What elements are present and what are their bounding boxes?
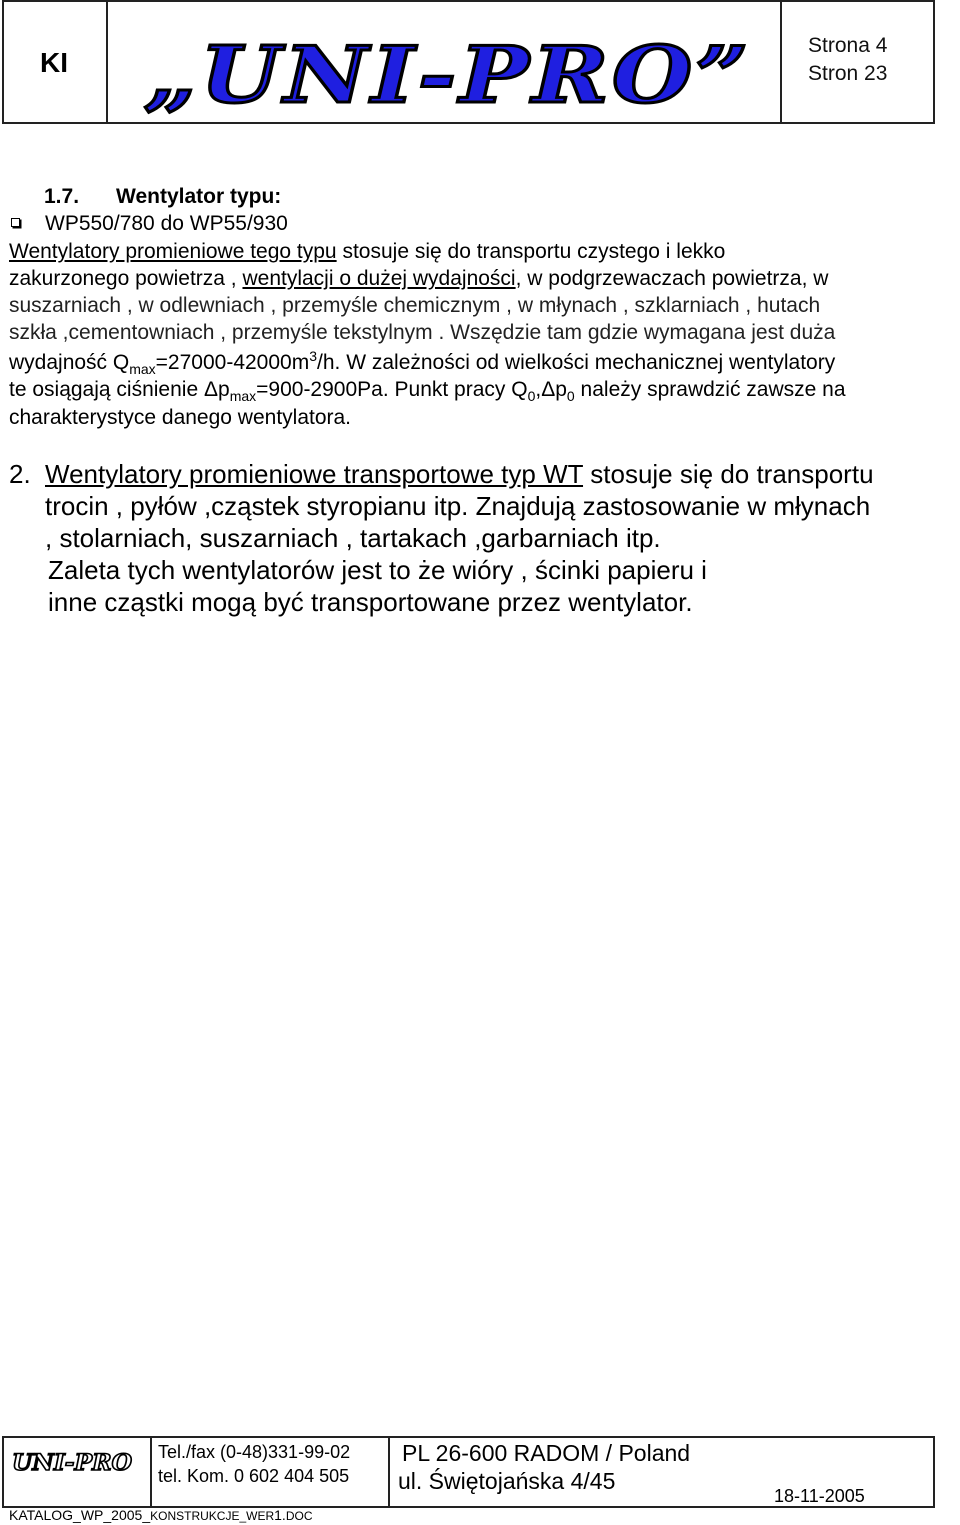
section2-line-4: Zaleta tych wentylatorów jest to że wióry , ścinki papieru i <box>48 555 707 585</box>
document-code: KI <box>40 47 68 78</box>
section-number: 1.7. <box>44 185 80 208</box>
bullet-item: WP550/780 do WP55/930 <box>45 212 288 235</box>
section2-line-3: , stolarniach, suszarniach , tartakach ,garbarniach itp. <box>45 523 661 553</box>
footer-logo-cell <box>2 1436 152 1508</box>
header-page-cell <box>780 0 935 124</box>
header-logo-cell <box>106 0 782 124</box>
section2-line-2: trocin , pyłów ,cząstek styropianu itp. Znajdują zastosowanie w młynach <box>45 491 871 521</box>
footer-city: PL 26-600 RADOM / Poland <box>402 1440 691 1466</box>
page-total: Stron 23 <box>808 62 888 85</box>
header-table <box>2 0 935 128</box>
section-title: Wentylator typu: <box>116 185 282 208</box>
paragraph-line-6: te osiągają ciśnienie $\Delta p_{max}=900-2900Pa$. Punkt pracy $Q_0,\Delta p_0$ należy sprawdzić zawsze na <box>9 378 846 405</box>
paragraph-line-1: Wentylatory promieniowe tego typu stosuje się do transportu czystego i lekko <box>9 240 726 263</box>
footer-address-cell <box>388 1436 935 1508</box>
footer-date: 18-11-2005 <box>774 1486 865 1506</box>
section2-number: 2. <box>9 459 31 489</box>
footer-contact-cell <box>150 1436 390 1508</box>
section2-line-1: Wentylatory promieniowe transportowe typ WT stosuje się do transportu <box>45 459 874 489</box>
paragraph-line-5: wydajność $Q_{max}=27000-42000m^3/h$. W zależności od wielkości mechanicznej wentylatory <box>9 348 836 378</box>
footer-mobile: tel. Kom. 0 602 404 505 <box>158 1466 350 1486</box>
paragraph-line-3: suszarniach , w odlewniach , przemyśle chemicznym , w młynach , szklarniach , hutach <box>9 294 821 317</box>
footer-street: ul. Świętojańska 4/45 <box>398 1468 616 1494</box>
delta-symbol: Δ <box>203 378 218 401</box>
paragraph-line-2: zakurzonego powietrza , wentylacji o dużej wydajności, w podgrzewaczach powietrza, w <box>9 267 829 290</box>
footer-table <box>2 1436 935 1508</box>
footer-phone: Tel./fax (0-48)331-99-02 <box>158 1442 351 1462</box>
paragraph-line-4: szkła ,cementowniach , przemyśle tekstylnym . Wszędzie tam gdzie wymagana jest duża <box>9 321 836 344</box>
checkbox-bullet-icon <box>11 218 20 227</box>
document-filename: KATALOG_WP_2005_KONSTRUKCJE_WER1.DOC <box>9 1507 313 1523</box>
uni-pro-logo <box>108 2 780 122</box>
logo-text: „UNI-PRO” <box>144 30 752 121</box>
footer-logo <box>4 1438 150 1506</box>
section2-line-5: inne cząstki mogą być transportowane przez wentylator. <box>48 587 693 617</box>
page-current: Strona 4 <box>808 34 888 57</box>
header-code-cell <box>2 0 108 124</box>
footer-logo-text: UNI-PRO <box>12 1450 132 1476</box>
paragraph-line-7: charakterystyce danego wentylatora. <box>9 406 352 429</box>
